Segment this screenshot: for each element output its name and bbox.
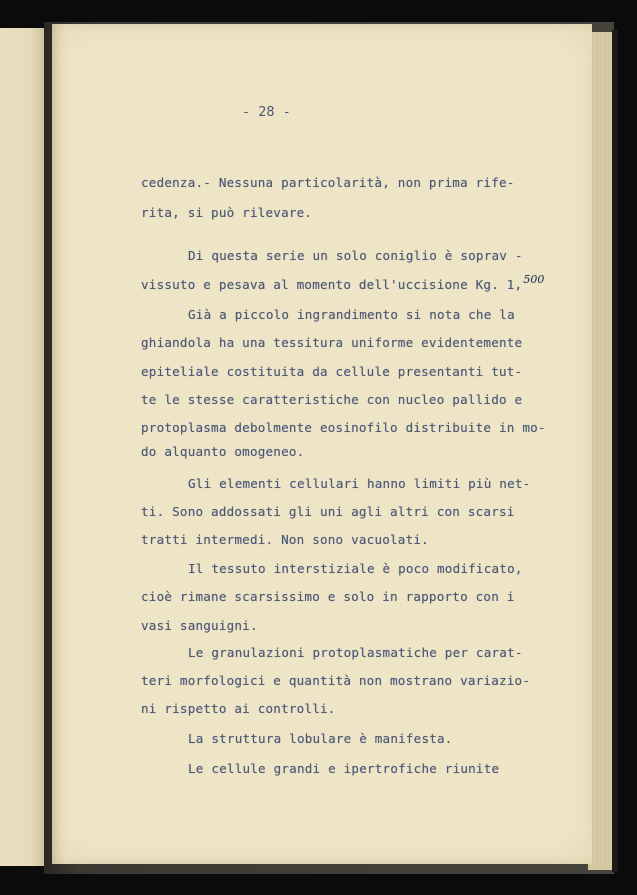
text-line-7: epiteliale costituita da cellule presentanti tut- (141, 364, 523, 379)
text-line-11: Gli elementi cellulari hanno limiti più net- (188, 476, 531, 491)
text-line-13: tratti intermedi. Non sono vacuolati. (141, 532, 429, 547)
text-line-8: te le stesse caratteristiche con nucleo pallido e (141, 392, 523, 407)
text-line-2: rita, si può rilevare. (141, 205, 313, 220)
handwritten-weight: 500 (523, 273, 545, 286)
text-line-9: protoplasma debolmente eosinofilo distribuite in mo- (141, 420, 546, 435)
text-line-4 (141, 273, 545, 292)
text-line-15: cioè rimane scarsissimo e solo in rapporto con i (141, 589, 515, 604)
text-line-12: ti. Sono addossati gli uni agli altri con scarsi (141, 504, 515, 519)
text-line-18: teri morfologici e quantità non mostrano variazio- (141, 673, 531, 688)
text-line-4-typed: vissuto e pesava al momento dell'uccisione Kg. 1, (141, 277, 523, 292)
text-line-5: Già a piccolo ingrandimento si nota che la (188, 307, 515, 322)
text-line-6: ghiandola ha una tessitura uniforme evidentemente (141, 335, 523, 350)
text-line-16: vasi sanguigni. (141, 618, 258, 633)
text-line-1: cedenza.- Nessuna particolarità, non prima rife- (141, 175, 515, 190)
text-line-14: Il tessuto interstiziale è poco modificato, (188, 561, 523, 576)
text-line-17: Le granulazioni protoplasmatiche per carat- (188, 645, 523, 660)
edge-shadow (612, 30, 618, 872)
text-line-19: ni rispetto ai controlli. (141, 701, 336, 716)
document-page (52, 24, 592, 864)
page-number: - 28 - (242, 104, 291, 120)
text-line-21: Le cellule grandi e ipertrofiche riunite (188, 761, 500, 776)
text-line-20: La struttura lobulare è manifesta. (188, 731, 453, 746)
text-line-3: Di questa serie un solo coniglio è soprav - (188, 248, 523, 263)
text-line-10: do alquanto omogeneo. (141, 444, 305, 459)
left-page-edge (0, 28, 44, 866)
